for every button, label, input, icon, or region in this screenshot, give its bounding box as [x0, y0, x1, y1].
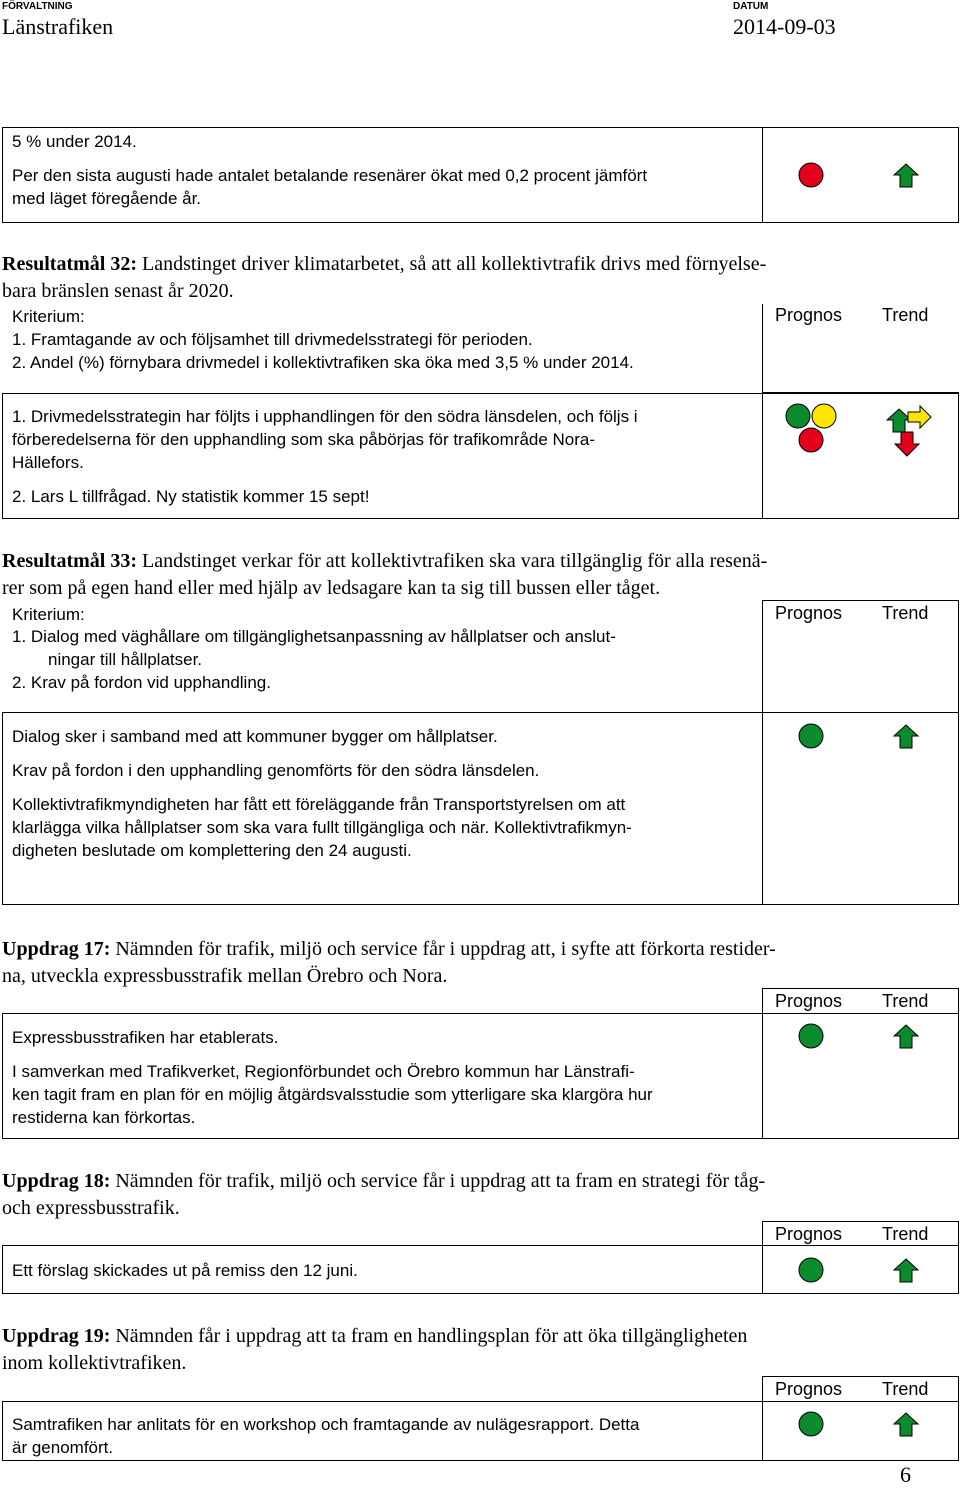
green-status-circle-icon: [797, 724, 827, 754]
red-status-circle-icon: [797, 428, 827, 458]
header-left-label: FÖRVALTNING: [2, 1, 73, 12]
red-status-circle-icon: [797, 162, 827, 192]
criterion-item: 1. Dialog med väghållare om tillgänglighetsanpassning av hållplatser och anslut-: [12, 627, 616, 646]
prognos-header: Prognos: [775, 305, 843, 325]
up-green-arrow-icon: [894, 1412, 924, 1442]
green-status-circle-icon: [797, 1412, 827, 1442]
status-text: Kollektivtrafikmyndigheten har fått ett föreläggande från Transportstyrelsen om att: [12, 795, 626, 814]
trend-header: Trend: [882, 1379, 929, 1399]
task-19-heading: Uppdrag 19: Nämnden får i uppdrag att ta fram en handlingsplan för att öka tillgängligheten: [2, 1325, 748, 1347]
criterion-item: ningar till hållplatser.: [48, 650, 203, 669]
up-green-arrow-icon: [894, 1024, 924, 1054]
trend-header: Trend: [882, 603, 929, 623]
goal-33-heading-cont: rer som på egen hand eller med hjälp av ledsagare kan ta sig till bussen eller tåget.: [2, 577, 661, 599]
up-green-arrow-icon: [894, 724, 924, 754]
task-18-heading-cont: och expressbusstrafik.: [2, 1197, 180, 1219]
kriterium-label: Kriterium:: [12, 307, 85, 326]
status-text: Dialog sker i samband med att kommuner bygger om hållplatser.: [12, 727, 498, 746]
page-number: 6: [900, 1462, 911, 1487]
trend-header: Trend: [882, 305, 929, 325]
header-right-value: 2014-09-03: [733, 14, 836, 39]
prognos-header: Prognos: [775, 991, 843, 1011]
up-green-arrow-icon: [894, 163, 924, 193]
green-status-circle-icon: [797, 1258, 827, 1288]
green-status-circle-icon: [797, 1024, 827, 1054]
trend-header: Trend: [882, 991, 929, 1011]
up-green-arrow-icon: [894, 1258, 924, 1288]
trend-header: Trend: [882, 1224, 929, 1244]
status-text: digheten beslutade om komplettering den 24 augusti.: [12, 841, 412, 860]
status-text: förberedelserna för den upphandling som ska påbörjas för trafikområde Nora-: [12, 430, 596, 449]
goal-33-heading: Resultatmål 33: Landstinget verkar för att kollektivtrafiken ska vara tillgänglig för alla resenä-: [2, 550, 768, 572]
status-text: 2. Lars L tillfrågad. Ny statistik kommer 15 sept!: [12, 487, 370, 506]
status-text: restiderna kan förkortas.: [12, 1108, 196, 1127]
criterion-item: 2. Krav på fordon vid upphandling.: [12, 673, 271, 692]
task-17-heading-cont: na, utveckla expressbusstrafik mellan Örebro och Nora.: [2, 965, 448, 987]
status-text: klarlägga vilka hållplatser som ska vara fullt tillgängliga och när. Kollektivtrafikmyn-: [12, 818, 632, 837]
task-18-heading: Uppdrag 18: Nämnden för trafik, miljö och service får i uppdrag att ta fram en strategi för tåg-: [2, 1170, 766, 1192]
status-text: Hällefors.: [12, 453, 84, 472]
status-text: Expressbusstrafiken har etablerats.: [12, 1028, 279, 1047]
intro-line: 5 % under 2014.: [12, 132, 137, 151]
prognos-header: Prognos: [775, 603, 843, 623]
criterion-item: 2. Andel (%) förnybara drivmedel i kollektivtrafiken ska öka med 3,5 % under 2014.: [12, 353, 634, 372]
status-text: I samverkan med Trafikverket, Regionförbundet och Örebro kommun har Länstrafi-: [12, 1062, 635, 1081]
prognos-header: Prognos: [775, 1224, 843, 1244]
down-red-arrow-icon: [895, 432, 925, 462]
intro-line: med läget föregående år.: [12, 189, 202, 208]
status-text: är genomfört.: [12, 1438, 114, 1457]
status-text: Ett förslag skickades ut på remiss den 12 juni.: [12, 1261, 358, 1280]
status-text: Krav på fordon i den upphandling genomförts för den södra länsdelen.: [12, 761, 540, 780]
criterion-item: 1. Framtagande av och följsamhet till drivmedelsstrategi för perioden.: [12, 330, 533, 349]
status-text: 1. Drivmedelsstrategin har följts i upphandlingen för den södra länsdelen, och följs i: [12, 407, 638, 426]
intro-line: Per den sista augusti hade antalet betalande resenärer ökat med 0,2 procent jämfört: [12, 166, 648, 185]
header-right-label: DATUM: [733, 1, 769, 12]
status-text: Samtrafiken har anlitats för en workshop och framtagande av nulägesrapport. Detta: [12, 1415, 640, 1434]
goal-32-heading-cont: bara bränslen senast år 2020.: [2, 280, 234, 302]
prognos-header: Prognos: [775, 1379, 843, 1399]
task-19-heading-cont: inom kollektivtrafiken.: [2, 1352, 187, 1374]
status-text: ken tagit fram en plan för en möjlig åtgärdsvalsstudie som ytterligare ska klargöra hur: [12, 1085, 653, 1104]
goal-32-heading: Resultatmål 32: Landstinget driver klimatarbetet, så att all kollektivtrafik drivs med förnyelse-: [2, 253, 767, 275]
kriterium-label: Kriterium:: [12, 605, 85, 624]
task-17-heading: Uppdrag 17: Nämnden för trafik, miljö och service får i uppdrag att, i syfte att förkorta restider-: [2, 938, 776, 960]
header-left-value: Länstrafiken: [2, 14, 114, 39]
